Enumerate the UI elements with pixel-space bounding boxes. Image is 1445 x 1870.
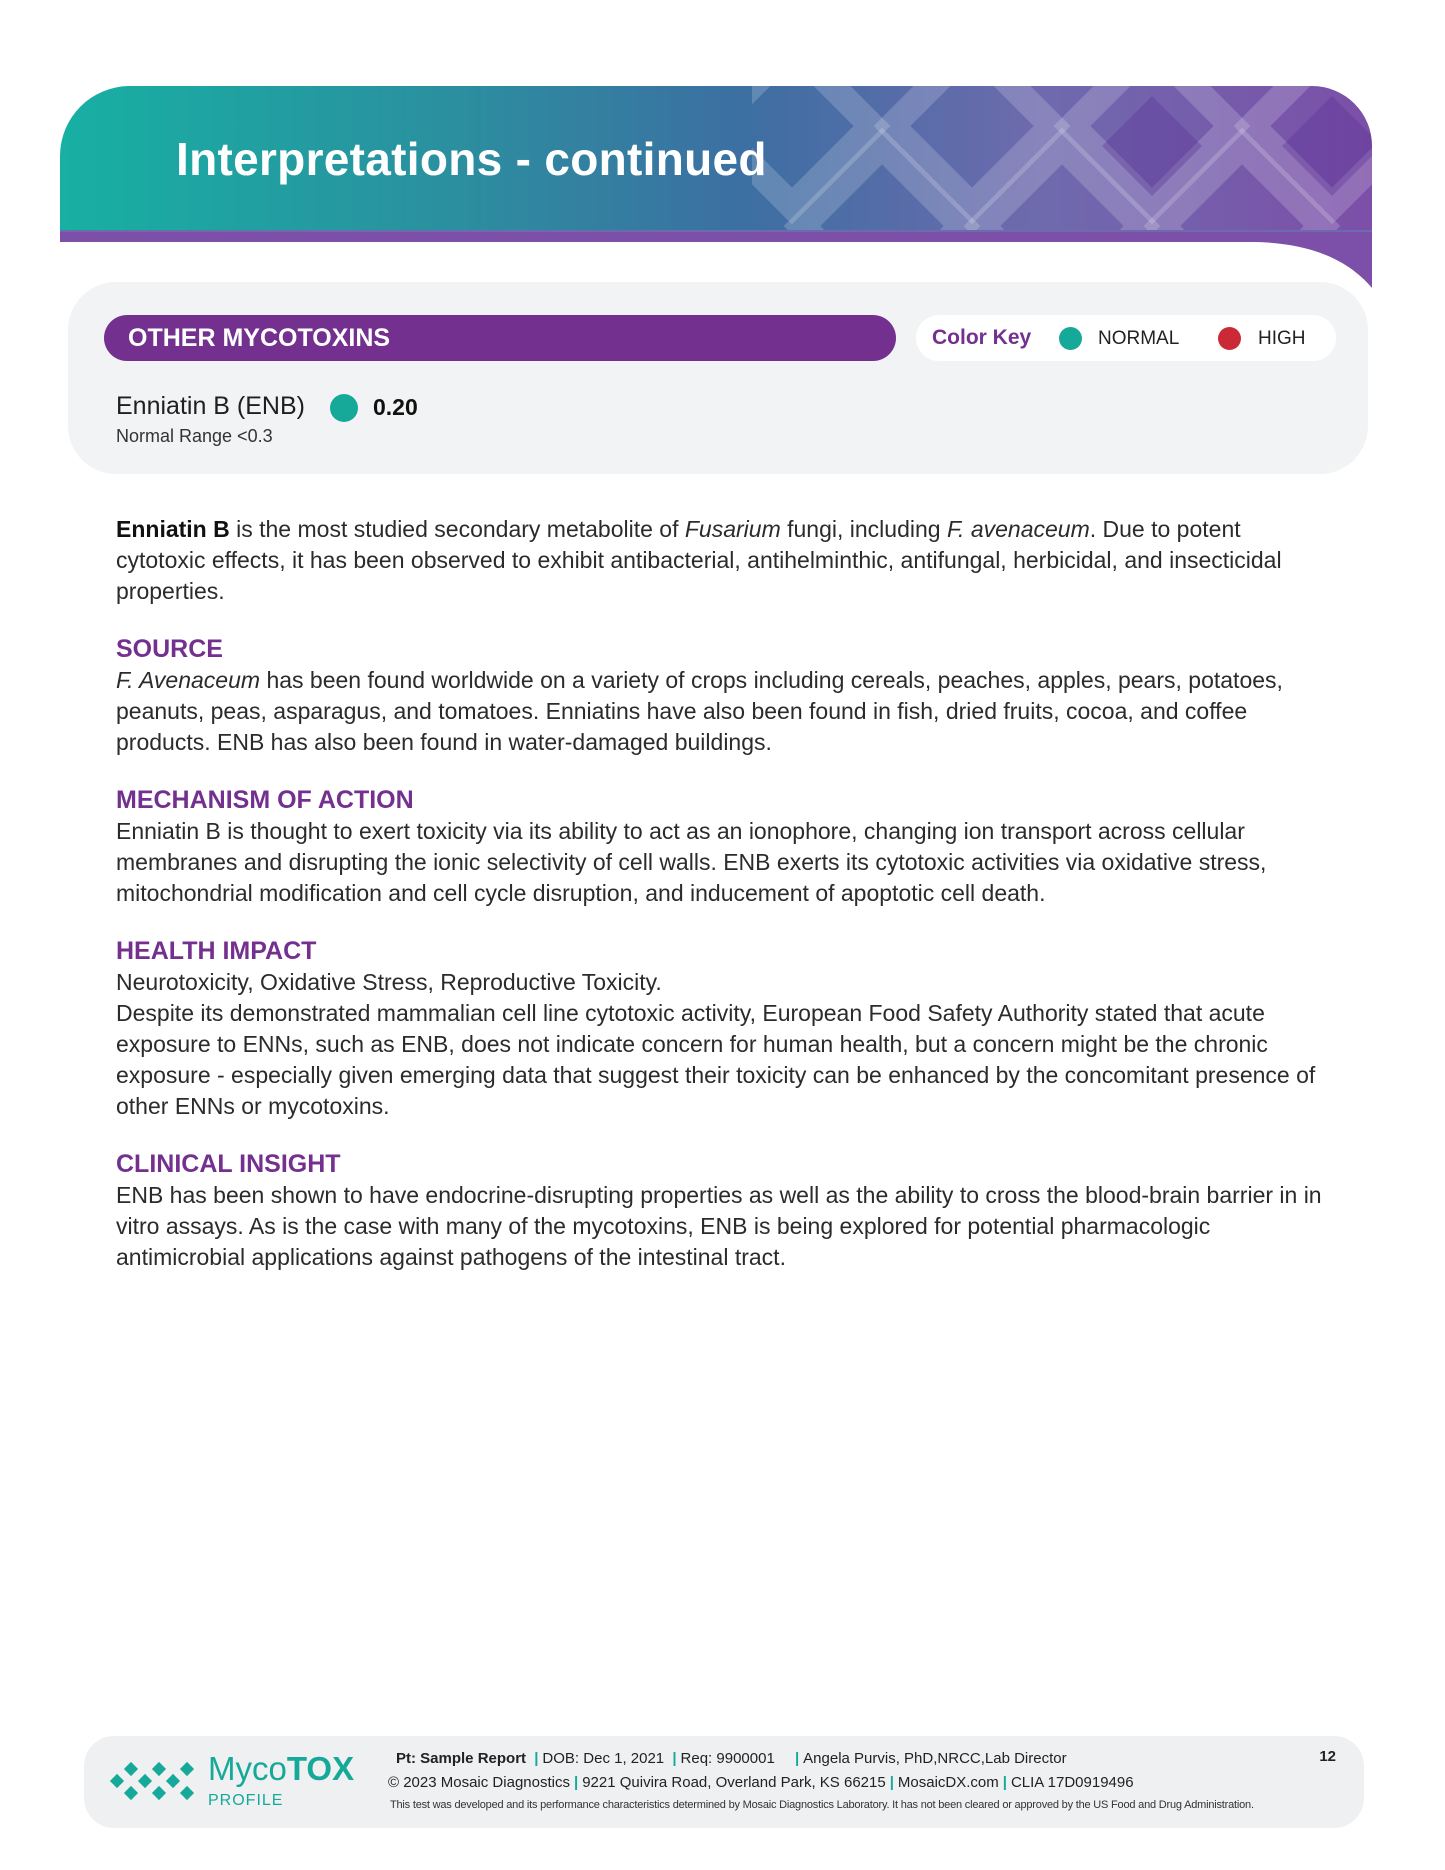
clinical-paragraph: ENB has been shown to have endocrine-disrupting properties as well as the ability to cross the blood-brain barrier in in vitro assays. As is the case with many of the mycotoxins, ENB is being explored for potential pharmacologic antimicrobial applications against pathogens of the intestinal tract. [116, 1182, 1322, 1270]
header-banner [60, 86, 1372, 232]
analyte-normal-range: Normal Range <0.3 [116, 426, 273, 446]
page-title: Interpretations - continued [176, 133, 767, 185]
diamond-pattern-icon [752, 86, 1372, 232]
dob-label: DOB: [542, 1750, 580, 1767]
pt-label: Pt: [396, 1750, 416, 1767]
color-key [916, 315, 1336, 361]
footer-patient-line [396, 1750, 1067, 1767]
logo-tox: TOX [286, 1750, 355, 1787]
pt-value: Sample Report [420, 1750, 527, 1767]
analyte-value: 0.20 [373, 394, 418, 420]
separator: | [534, 1750, 539, 1767]
mycotox-logo-icon [108, 1756, 200, 1810]
health-paragraph: Despite its demonstrated mammalian cell line cytotoxic activity, European Food Safety Authority stated that acute exposure to ENNs, such as ENB, does not indicate concern for human health, but a concern might be the chronic exposure - especially given emerging data that suggest their toxicity can be enhanced by the concomitant presence of other ENNs or mycotoxins. [116, 1000, 1316, 1119]
mechanism-paragraph: Enniatin B is thought to exert toxicity via its ability to act as an ionophore, changing ion transport across cellular membranes and disrupting the ionic selectivity of cell walls. ENB exerts its cytotoxic activities via oxidative stress, mitochondrial modification and cell cycle disruption, and inducement of apoptotic cell death. [116, 818, 1267, 906]
intro-italic-2: F. avenaceum [946, 516, 1090, 542]
separator: | [672, 1750, 677, 1767]
footer-address-line [388, 1774, 1134, 1791]
intro-text-2: fungi, including [780, 516, 947, 542]
color-key-normal: NORMAL [1098, 328, 1180, 349]
source-paragraph [116, 665, 1336, 758]
source-lead: F. Avenaceum [116, 667, 261, 693]
intro-text-1: is the most studied secondary metabolite of [229, 516, 685, 542]
source-heading: SOURCE [116, 635, 223, 663]
header-swoosh-icon [60, 230, 1372, 290]
interpretation-content [116, 514, 1336, 1273]
report-footer [84, 1736, 1364, 1828]
copyright: © 2023 Mosaic Diagnostics [388, 1774, 570, 1791]
health-line-1: Neurotoxicity, Oxidative Stress, Reproductive Toxicity. [116, 969, 662, 995]
intro-paragraph [116, 514, 1336, 607]
section-label: OTHER MYCOTOXINS [104, 315, 896, 361]
clinical-heading: CLINICAL INSIGHT [116, 1150, 341, 1178]
analyte-name: Enniatin B (ENB) [116, 392, 305, 420]
separator: | [1002, 1774, 1007, 1791]
req-label: Req: [680, 1750, 713, 1767]
logo-subtitle: PROFILE [208, 1792, 284, 1809]
health-heading: HEALTH IMPACT [116, 937, 317, 965]
separator: | [889, 1774, 894, 1791]
high-dot-icon [1218, 327, 1241, 350]
mechanism-heading: MECHANISM OF ACTION [116, 786, 414, 814]
color-key-label: Color Key [932, 326, 1032, 349]
fda-disclaimer: This test was developed and its performance characteristics determined by Mosaic Diagnostics Laboratory. It has not been cleared or approved by the US Food and Drug Administration. [390, 1799, 1254, 1811]
separator: | [794, 1750, 800, 1767]
lab-director: Angela Purvis, PhD,NRCC,Lab Director [803, 1750, 1067, 1767]
intro-italic-1: Fusarium [684, 516, 781, 542]
clia-number: CLIA 17D0919496 [1010, 1774, 1134, 1791]
status-normal-icon [330, 394, 358, 422]
req-value: 9900001 [716, 1750, 775, 1767]
website-link[interactable]: MosaicDX.com [897, 1774, 999, 1791]
normal-dot-icon [1059, 327, 1082, 350]
page-number: 12 [1319, 1748, 1336, 1765]
intro-text-3: . Due to potent cytotoxic effects, it has been observed to exhibit antibacterial, antihelminthic, antifungal, herbicidal, and insecticidal properties. [116, 516, 1282, 604]
dob-value: Dec 1, 2021 [583, 1750, 665, 1767]
address: 9221 Quivira Road, Overland Park, KS 66215 [582, 1774, 886, 1791]
color-key-high: HIGH [1258, 328, 1306, 349]
separator: | [573, 1774, 579, 1791]
source-text: has been found worldwide on a variety of crops including cereals, peaches, apples, pears, potatoes, peanuts, peas, asparagus, and tomatoes. Enniatins have also been found in fish, dried fruits, cocoa, and coffee products. ENB has also been found in water-damaged buildings. [116, 667, 1283, 755]
result-card [68, 282, 1368, 474]
logo-wordmark [208, 1750, 354, 1788]
intro-lead: Enniatin B [116, 516, 230, 542]
logo-myco: Myco [208, 1750, 287, 1787]
